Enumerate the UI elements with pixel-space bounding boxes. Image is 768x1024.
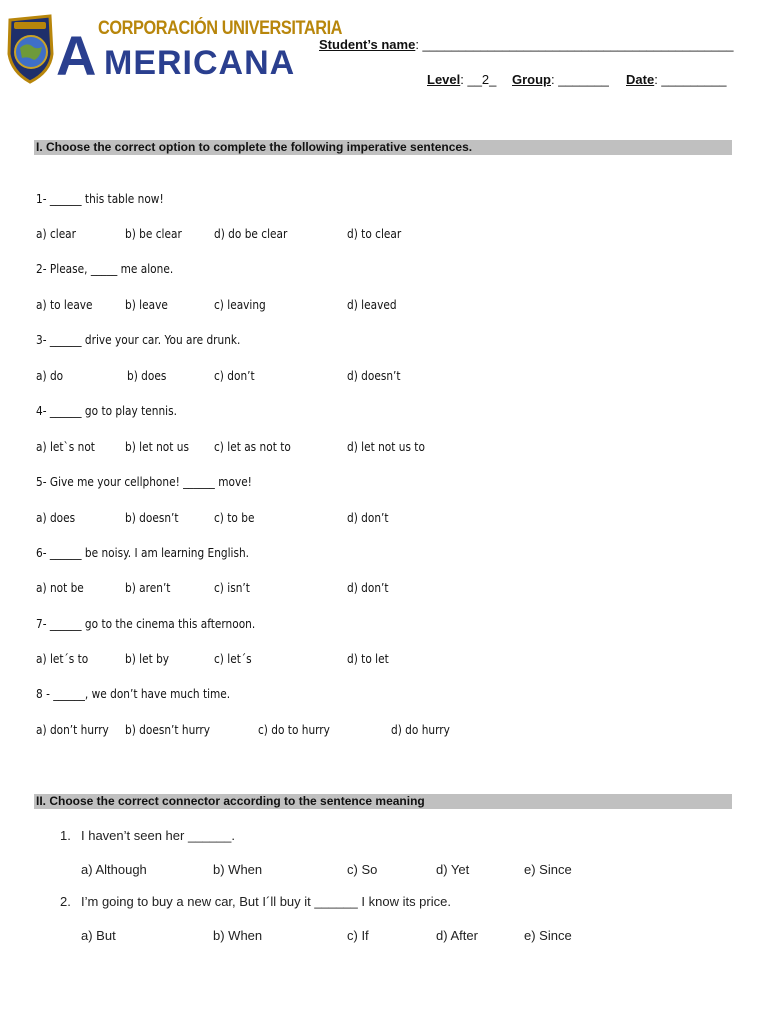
question-6: 6- ______ be noisy. I am learning English. (36, 546, 250, 560)
s2-q2-option-a: a) But (81, 928, 116, 943)
student-name-blank: : ___________________________________________ (415, 37, 734, 52)
question-2: 2- Please, _____ me alone. (36, 262, 174, 276)
level-label: Level (427, 72, 461, 87)
q5-option-c: c) to be (214, 511, 255, 525)
question-7: 7- ______ go to the cinema this afternoon. (36, 617, 256, 631)
q7-option-a: a) let´s to (36, 652, 89, 666)
university-logo (6, 14, 343, 87)
q3-option-d: d) doesn’t (347, 369, 401, 383)
q2-option-c: c) leaving (214, 298, 266, 312)
q2-option-a: a) to leave (36, 298, 93, 312)
q1-option-c: d) do be clear (214, 227, 288, 241)
date-field (626, 72, 726, 87)
q8-option-a: a) don’t hurry (36, 723, 109, 737)
q6-option-a: a) not be (36, 581, 84, 595)
question-1: 1- ______ this table now! (36, 192, 164, 206)
q5-option-d: d) don’t (347, 511, 389, 525)
s2-q2-option-b: b) When (213, 928, 263, 943)
s2-question-2: I’m going to buy a new car, But I´ll buy it ______ I know its price. (81, 894, 451, 909)
group-label: Group (512, 72, 551, 87)
q3-option-b: b) does (127, 369, 167, 383)
s2-q2-option-e: e) Since (524, 928, 572, 943)
question-8: 8 - ______, we don’t have much time. (36, 687, 231, 701)
logo-first-letter: A (56, 24, 97, 87)
s2-q2-option-c: c) If (347, 928, 369, 943)
q3-option-a: a) do (36, 369, 64, 383)
q1-option-a: a) clear (36, 227, 76, 241)
logo-line1: CORPORACIÓN UNIVERSITARIA (98, 18, 343, 39)
q7-option-c: c) let´s (214, 652, 252, 666)
date-value: : _________ (654, 72, 727, 87)
logo-name: MERICANA (104, 44, 296, 82)
question-3: 3- ______ drive your car. You are drunk. (36, 333, 241, 347)
q2-option-b: b) leave (125, 298, 168, 312)
q4-option-a: a) let`s not (36, 440, 95, 454)
q6-option-d: d) don’t (347, 581, 389, 595)
s2-question-1: I haven’t seen her ______. (81, 828, 235, 843)
q5-option-b: b) doesn’t (125, 511, 179, 525)
level-field (427, 72, 496, 87)
q5-option-a: a) does (36, 511, 76, 525)
s2-q1-option-b: b) When (213, 862, 263, 877)
s2-question-2-number: 2. (60, 894, 71, 909)
s2-q1-option-c: c) So (347, 862, 378, 877)
shield-globe-icon (6, 14, 54, 84)
section2-title: II. Choose the correct connector according to the sentence meaning (34, 794, 732, 809)
q4-option-c: c) let as not to (214, 440, 291, 454)
question-5: 5- Give me your cellphone! ______ move! (36, 475, 252, 489)
student-name-field (319, 37, 733, 52)
q1-option-d: d) to clear (347, 227, 402, 241)
q3-option-c: c) don’t (214, 369, 255, 383)
q8-option-b: b) doesn’t hurry (125, 723, 211, 737)
q4-option-d: d) let not us to (347, 440, 425, 454)
q8-option-d: d) do hurry (391, 723, 450, 737)
group-field (512, 72, 609, 87)
s2-q1-option-a: a) Although (81, 862, 147, 877)
s2-q2-option-d: d) After (436, 928, 478, 943)
q7-option-d: d) to let (347, 652, 389, 666)
q2-option-d: d) leaved (347, 298, 397, 312)
level-value: : __2_ (460, 72, 497, 87)
q7-option-b: b) let by (125, 652, 170, 666)
student-name-label: Student’s name (319, 37, 416, 52)
q1-option-b: b) be clear (125, 227, 182, 241)
q6-option-b: b) aren’t (125, 581, 171, 595)
s2-q1-option-d: d) Yet (436, 862, 470, 877)
q4-option-b: b) let not us (125, 440, 189, 454)
group-value: : _______ (551, 72, 609, 87)
q8-option-c: c) do to hurry (258, 723, 330, 737)
section1-title: I. Choose the correct option to complete the following imperative sentences. (34, 140, 732, 155)
question-4: 4- ______ go to play tennis. (36, 404, 177, 418)
s2-question-1-number: 1. (60, 828, 71, 843)
date-label: Date (626, 72, 655, 87)
q6-option-c: c) isn’t (214, 581, 250, 595)
s2-q1-option-e: e) Since (524, 862, 572, 877)
